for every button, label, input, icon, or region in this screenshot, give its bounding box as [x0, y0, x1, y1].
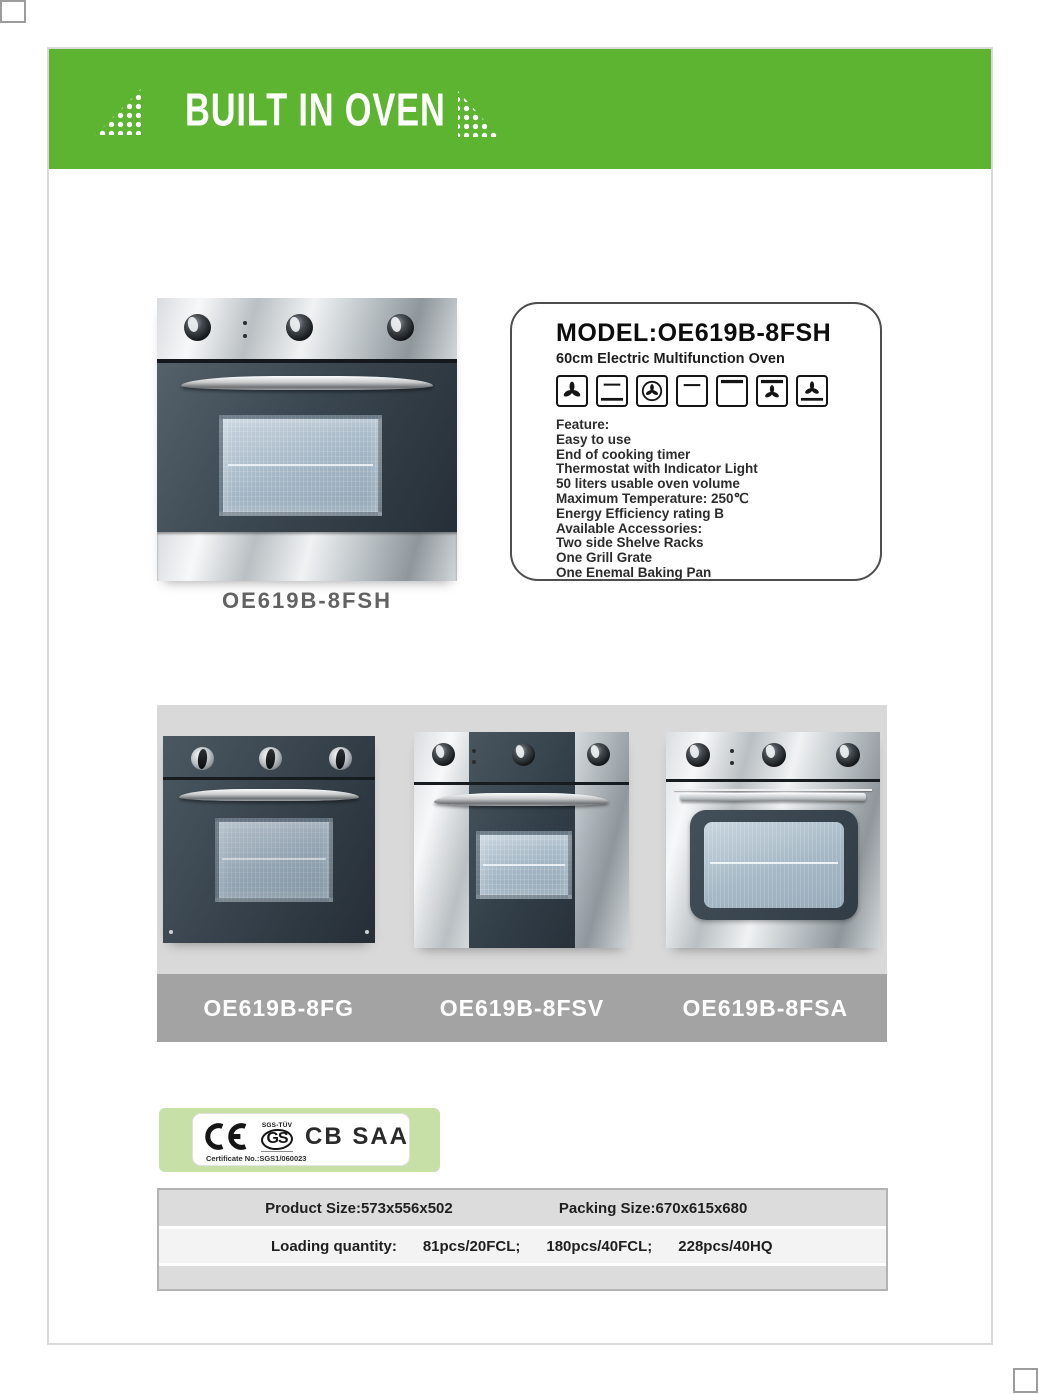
feature-line: 50 liters usable oven volume: [556, 476, 740, 492]
loading-value: 81pcs/20FCL;: [422, 1237, 521, 1255]
feature-line: Maximum Temperature: 250℃: [556, 490, 749, 506]
model-spec-box: [510, 302, 882, 581]
spec-table: [157, 1188, 888, 1291]
fan-assisted-function-icon: [636, 375, 668, 407]
oven-knob-icon: [762, 743, 786, 767]
indicator-light: [243, 334, 247, 338]
model-title: MODEL:OE619B-8FSH: [556, 319, 832, 347]
gs-mark-icon: [257, 1122, 297, 1152]
feature-line: One Grill Grate: [556, 550, 653, 566]
oven-knob-icon: [329, 747, 352, 770]
oven-window: [219, 415, 382, 516]
indicator-light: [472, 760, 476, 764]
model-label-oe619b-8fg: OE619B-8FG: [203, 994, 354, 1021]
oven-door-gap: [163, 777, 375, 780]
models-label-banner: [157, 974, 887, 1042]
dot-triangle-right-icon: [458, 91, 499, 137]
top-bottom-heat-function-icon: [596, 375, 628, 407]
ce-mark-icon: [203, 1123, 249, 1150]
indicator-light: [472, 749, 476, 753]
oven-bottom-panel: [157, 532, 457, 581]
tuv-label: SGS-TÜV: [261, 1121, 293, 1129]
function-icon-row: [556, 375, 870, 407]
cb-saa-label: CB SAA: [305, 1122, 410, 1150]
feature-line: Easy to use: [556, 431, 632, 447]
oven-knob-icon: [587, 743, 610, 766]
feature-line: One Enemal Baking Pan: [556, 564, 712, 580]
top-heat-function-icon: [676, 375, 708, 407]
certificate-number: Certificate No.:SGS1/060023: [206, 1154, 307, 1163]
oven-window: [476, 831, 572, 899]
product-photo-oe619b-8fsv: [414, 732, 629, 948]
loading-value: 180pcs/40FCL;: [546, 1237, 653, 1255]
oven-handle: [181, 376, 433, 390]
oven-handle: [179, 789, 359, 801]
empty-row: [159, 1266, 886, 1289]
grill-with-fan-function-icon: [756, 375, 788, 407]
screw-dot: [169, 930, 173, 934]
product-photo-oe619b-8fsh: [157, 298, 457, 581]
product-photo-oe619b-8fsa: [666, 732, 880, 948]
oven-knob-icon: [184, 314, 211, 341]
grill-function-icon: [716, 375, 748, 407]
oven-door: [157, 359, 457, 532]
handle-rail: [674, 789, 872, 791]
oven-knob-icon: [686, 743, 710, 767]
certifications-label: [192, 1113, 410, 1166]
indicator-light: [730, 761, 734, 765]
fan-function-icon: [556, 375, 588, 407]
hero-model-label: OE619B-8FSH: [222, 588, 392, 613]
oven-door-gap: [666, 779, 880, 782]
oven-window: [690, 810, 858, 920]
feature-line: Feature:: [556, 417, 610, 432]
oven-knob-icon: [836, 743, 860, 767]
loading-label: Loading quantity:: [271, 1237, 397, 1255]
product-size-cell: Product Size:573x556x502: [265, 1199, 453, 1217]
registration-mark-top-left: [0, 0, 26, 23]
fan-bottom-heat-function-icon: [796, 375, 828, 407]
indicator-light: [730, 749, 734, 753]
feature-list: [556, 418, 870, 581]
model-subtitle: 60cm Electric Multifunction Oven: [556, 351, 785, 367]
loading-row: [159, 1229, 886, 1263]
oven-window-glass: [704, 822, 844, 908]
dot-triangle-left-icon: [94, 89, 141, 135]
oven-control-panel: [157, 298, 457, 359]
packing-size-cell: Packing Size:670x615x680: [558, 1199, 748, 1217]
oven-knob-icon: [432, 743, 455, 766]
oven-knob-icon: [286, 314, 313, 341]
model-label-oe619b-8fsv: OE619B-8FSV: [439, 994, 605, 1021]
certifications-box: [159, 1108, 440, 1172]
feature-line: End of cooking timer: [556, 446, 691, 462]
feature-line: Available Accessories:: [556, 520, 703, 536]
page-title: BUILT IN OVEN: [185, 83, 446, 136]
gs-label: GS: [266, 1129, 288, 1147]
feature-line: Two side Shelve Racks: [556, 535, 704, 551]
indicator-light: [243, 321, 247, 325]
oven-knob-icon: [387, 314, 414, 341]
model-label-oe619b-8fsa: OE619B-8FSA: [682, 994, 849, 1021]
page-frame: [47, 47, 993, 1345]
oven-door-gap: [414, 782, 629, 785]
product-photo-oe619b-8fg: [163, 736, 375, 943]
registration-mark-bottom-right: [1013, 1368, 1038, 1393]
feature-line: Thermostat with Indicator Light: [556, 461, 758, 477]
header-banner: [49, 49, 991, 169]
oven-handle: [680, 793, 866, 801]
screw-dot: [365, 930, 369, 934]
feature-line: Energy Efficiency rating B: [556, 505, 725, 521]
oven-knob-icon: [512, 743, 535, 766]
loading-value: 228pcs/40HQ: [678, 1237, 773, 1255]
oven-handle: [434, 793, 609, 806]
oven-knob-icon: [191, 747, 214, 770]
size-row: [159, 1190, 886, 1226]
oven-window: [215, 818, 333, 902]
oven-knob-icon: [259, 747, 282, 770]
models-photo-panel: [157, 705, 887, 974]
gs-fineprint-line: [261, 1151, 293, 1152]
